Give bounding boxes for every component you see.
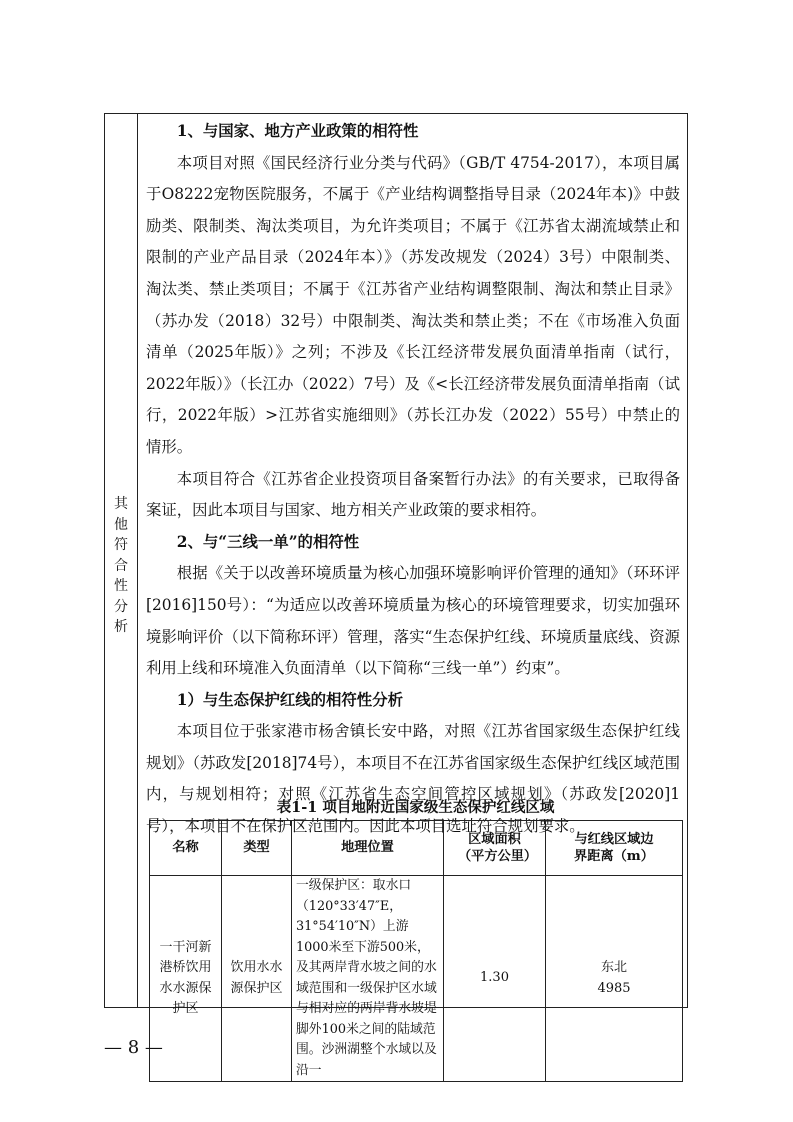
side-label-char: 性 <box>114 578 128 594</box>
header-type: 类型 <box>222 821 292 876</box>
paragraph: 本项目对照《国民经济行业分类与代码》（GB/T 4754-2017），本项目属于O8222宠物医院服务，不属于《产业结构调整指导目录（2024年本)》中鼓励类、限制类、淘汰类项目，为允许类项目；不属于《江苏省太湖流域禁止和限制的产业产品目录（2024年本）》（苏发改规发（2024）3号）中限制类、淘汰类、禁止类项目；不属于《江苏省产业结构调整限制、淘汰和禁止目录》（苏办发（2018）32号）中限制类、淘汰类和禁止类；不在《市场准入负面清单（2025年版）》之列；不涉及《长江经济带发展负面清单指南（试行，2022年版）》（长江办（2022）7号）及《<长江经济带发展负面清单指南（试行，2022年版）>江苏省实施细则》（苏长江办发（2022）55号）中禁止的情形。 <box>146 153 680 456</box>
analysis-body <box>146 116 680 843</box>
side-label-char: 析 <box>114 619 128 635</box>
table-caption: 表1-1 项目地附近国家级生态保护红线区域 <box>276 799 555 816</box>
table-row <box>150 876 683 1082</box>
side-label-char: 合 <box>114 557 128 574</box>
cell-name: 一干河新港桥饮用水水源保护区 <box>150 876 222 1082</box>
side-label-char: 其 <box>114 496 128 512</box>
cell-distance: 东北 4985 <box>546 876 683 1082</box>
side-label-char: 他 <box>114 516 128 533</box>
redline-area-table <box>149 820 683 1082</box>
page-number: — 8 — <box>104 1037 163 1058</box>
side-label-char: 符 <box>114 537 128 553</box>
side-label-char: 分 <box>114 598 128 615</box>
cell-type: 饮用水水源保护区 <box>222 876 292 1082</box>
cell-area: 1.30 <box>444 876 546 1082</box>
section-heading: 1、与国家、地方产业政策的相符性 <box>176 122 419 140</box>
header-location: 地理位置 <box>292 821 444 876</box>
side-label-other-compliance <box>104 494 138 638</box>
header-distance: 与红线区域边界距离（m） <box>546 821 683 876</box>
paragraph: 本项目符合《江苏省企业投资项目备案暂行办法》的有关要求，已取得备案证，因此本项目与国家、地方相关产业政策的要求相符。 <box>146 469 680 520</box>
section-heading: 1）与生态保护红线的相符性分析 <box>176 690 403 709</box>
cell-location: 一级保护区：取水口（120°33′47″E，31°54′10″N）上游1000米至下游500米，及其两岸背水坡之间的水域范围和一级保护区水域与相对应的两岸背水坡堤脚外100米之间的陆域范围。沙洲湖整个水域以及沿一 <box>292 876 444 1082</box>
section-heading: 2、与“三线一单”的相符性 <box>176 532 360 551</box>
header-area: 区域面积（平方公里） <box>444 821 546 876</box>
paragraph: 本项目位于张家港市杨舍镇长安中路，对照《江苏省国家级生态保护红线规划》（苏政发[2018]74号），本项目不在江苏省国家级生态保护红线区域范围内，与规划相符；对照《江苏省生态空间管控区域规划》（苏政发[2020]1号），本项目不在保护区范围内。因此本项目选址符合规划要求。 <box>146 722 680 836</box>
header-name: 名称 <box>150 821 222 876</box>
paragraph: 根据《关于以改善环境质量为核心加强环境影响评价管理的通知》（环环评[2016]150号）：“为适应以改善环境质量为核心的环境管理要求，切实加强环境影响评价（以下简称环评）管理，落实“生态保护红线、环境质量底线、资源利用上线和环境准入负面清单（以下简称“三线一单”）约束”。 <box>146 564 680 678</box>
